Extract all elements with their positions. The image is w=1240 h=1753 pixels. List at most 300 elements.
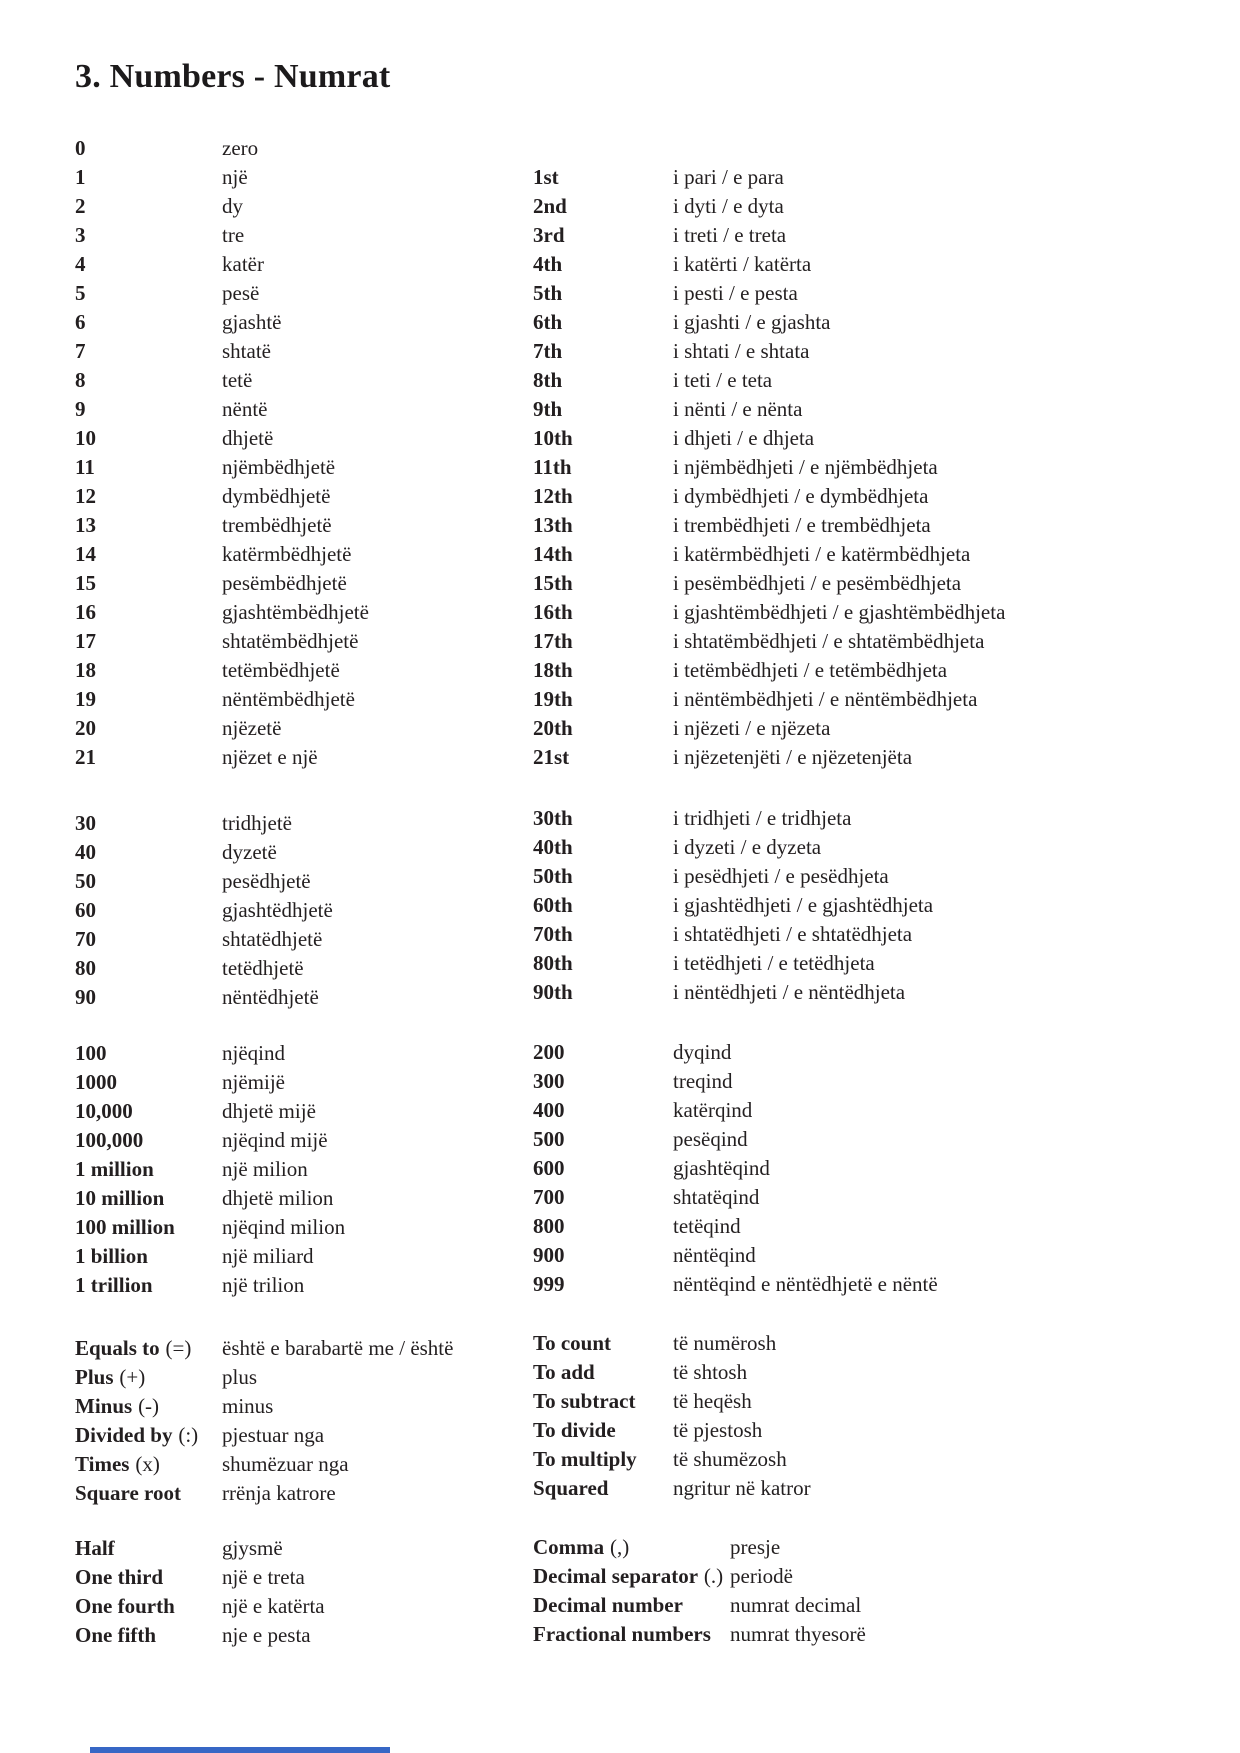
term-cell — [533, 1154, 673, 1183]
term-cell — [75, 221, 222, 250]
term-cell — [533, 1562, 730, 1591]
definition-cell: njëqind mijë — [222, 1128, 328, 1152]
term-suffix: (-) — [138, 1394, 160, 1418]
term-cell — [533, 453, 673, 482]
definition-cell: i pesëmbëdhjeti / e pesëmbëdhjeta — [673, 571, 962, 595]
term-text: 500 — [533, 1127, 565, 1151]
definition-cell: i dyzeti / e dyzeta — [673, 835, 822, 859]
term-cell — [533, 1329, 673, 1358]
vocab-row — [75, 838, 333, 867]
term-text: 1000 — [75, 1070, 117, 1094]
vocab-row — [75, 279, 369, 308]
definition-cell: njëqind — [222, 1041, 285, 1065]
term-cell — [533, 279, 673, 308]
vocab-row — [75, 1213, 345, 1242]
term-text: Squared — [533, 1476, 609, 1500]
term-cell — [533, 482, 673, 511]
definition-cell: periodë — [730, 1564, 793, 1588]
definition-cell: katërqind — [673, 1098, 753, 1122]
term-cell — [75, 1097, 222, 1126]
definition-cell: i dymbëdhjeti / e dymbëdhjeta — [673, 484, 929, 508]
term-text: 19 — [75, 687, 96, 711]
term-text: 80 — [75, 956, 96, 980]
term-text: 6th — [533, 310, 563, 334]
vocab-row — [533, 279, 1005, 308]
definition-cell: numrat thyesorë — [730, 1622, 866, 1646]
page-title: 3. Numbers - Numrat — [75, 58, 391, 95]
vocab-row — [533, 714, 1005, 743]
term-cell — [75, 1039, 222, 1068]
term-cell — [533, 1591, 730, 1620]
vocab-row — [75, 1126, 345, 1155]
term-cell — [75, 569, 222, 598]
vocab-row — [533, 395, 1005, 424]
definition-cell: dhjetë milion — [222, 1186, 334, 1210]
term-text: 10,000 — [75, 1099, 133, 1123]
vocab-row — [533, 192, 1005, 221]
definition-cell: njëqind milion — [222, 1215, 346, 1239]
term-text: 16 — [75, 600, 96, 624]
vocab-row — [533, 308, 1005, 337]
definition-cell: gjashtëqind — [673, 1156, 770, 1180]
vocab-row — [75, 221, 369, 250]
term-cell — [75, 1592, 222, 1621]
definition-cell: njëmijë — [222, 1070, 285, 1094]
vocab-row — [533, 337, 1005, 366]
vocab-row — [533, 978, 933, 1007]
term-text: Square root — [75, 1481, 181, 1505]
vocab-row — [533, 1125, 938, 1154]
definition-cell: pjestuar nga — [222, 1423, 325, 1447]
term-text: 19th — [533, 687, 573, 711]
vocab-row — [533, 920, 933, 949]
term-cell — [533, 1620, 730, 1649]
term-text: 11 — [75, 455, 95, 479]
term-text: 11th — [533, 455, 572, 479]
definition-cell: një e treta — [222, 1565, 305, 1589]
term-text: One fourth — [75, 1594, 175, 1618]
term-suffix: (+) — [119, 1365, 146, 1389]
vocab-row — [533, 453, 1005, 482]
definition-cell: pesë — [222, 281, 260, 305]
definition-cell: pesëmbëdhjetë — [222, 571, 347, 595]
definition-cell: i nënti / e nënta — [673, 397, 803, 421]
term-text: 10 — [75, 426, 96, 450]
vocab-row — [75, 1068, 345, 1097]
vocab-row — [533, 1620, 866, 1649]
term-cell — [75, 1479, 222, 1508]
term-text: 90th — [533, 980, 573, 1004]
term-text: 600 — [533, 1156, 565, 1180]
vocab-row — [533, 1067, 938, 1096]
term-text: 9 — [75, 397, 86, 421]
definition-cell: është e barabartë me / është — [222, 1336, 454, 1360]
vocab-row — [533, 1154, 938, 1183]
term-text: 20 — [75, 716, 96, 740]
definition-cell: shtatë — [222, 339, 271, 363]
term-cell — [533, 598, 673, 627]
term-cell — [533, 1067, 673, 1096]
vocab-row — [75, 1363, 453, 1392]
term-cell — [533, 685, 673, 714]
definition-cell: të pjestosh — [673, 1418, 763, 1442]
term-cell — [75, 1621, 222, 1650]
vocab-row — [533, 250, 1005, 279]
vocab-row — [75, 896, 333, 925]
term-cell — [75, 540, 222, 569]
term-cell — [75, 983, 222, 1012]
vocab-row — [533, 627, 1005, 656]
definition-cell: një miliard — [222, 1244, 314, 1268]
vocab-row — [533, 1241, 938, 1270]
vocab-block — [75, 1334, 453, 1508]
term-text: 17 — [75, 629, 96, 653]
footer-accent-bar — [90, 1747, 390, 1753]
term-cell — [533, 627, 673, 656]
vocab-row — [75, 1563, 325, 1592]
definition-cell: një trilion — [222, 1273, 305, 1297]
vocab-row — [75, 134, 369, 163]
vocab-row — [75, 1242, 345, 1271]
term-text: 400 — [533, 1098, 565, 1122]
vocab-row — [75, 983, 333, 1012]
vocab-row — [533, 1474, 811, 1503]
term-text: 0 — [75, 136, 86, 160]
term-cell — [75, 1450, 222, 1479]
vocab-row — [533, 1387, 811, 1416]
term-text: To divide — [533, 1418, 616, 1442]
definition-cell: të numërosh — [673, 1331, 777, 1355]
vocab-row — [75, 569, 369, 598]
term-text: Decimal separator — [533, 1564, 699, 1588]
term-text: Fractional numbers — [533, 1622, 711, 1646]
definition-cell: i tetëdhjeti / e tetëdhjeta — [673, 951, 875, 975]
term-text: 1st — [533, 165, 559, 189]
definition-cell: zero — [222, 136, 259, 160]
definition-cell: nëntëqind e nëntëdhjetë e nëntë — [673, 1272, 938, 1296]
vocab-row — [533, 598, 1005, 627]
term-text: 200 — [533, 1040, 565, 1064]
definition-cell: shtatëqind — [673, 1185, 760, 1209]
vocab-row — [75, 250, 369, 279]
term-cell — [533, 424, 673, 453]
term-text: 18 — [75, 658, 96, 682]
term-text: 700 — [533, 1185, 565, 1209]
term-text: 8th — [533, 368, 563, 392]
vocab-row — [75, 424, 369, 453]
term-cell — [75, 1155, 222, 1184]
vocab-row — [75, 482, 369, 511]
term-cell — [533, 1474, 673, 1503]
term-cell — [533, 978, 673, 1007]
term-cell — [75, 1271, 222, 1300]
term-cell — [75, 482, 222, 511]
vocab-row — [533, 1445, 811, 1474]
definition-cell: i njëzeti / e njëzeta — [673, 716, 831, 740]
term-text: 1 billion — [75, 1244, 148, 1268]
term-cell — [533, 1416, 673, 1445]
term-text: 2 — [75, 194, 86, 218]
term-text: 21st — [533, 745, 570, 769]
vocab-row — [75, 925, 333, 954]
term-cell — [75, 1421, 222, 1450]
term-text: 90 — [75, 985, 96, 1009]
term-cell — [75, 308, 222, 337]
term-text: 999 — [533, 1272, 565, 1296]
vocab-row — [533, 685, 1005, 714]
definition-cell: një e katërta — [222, 1594, 325, 1618]
definition-cell: i trembëdhjeti / e trembëdhjeta — [673, 513, 931, 537]
term-text: 900 — [533, 1243, 565, 1267]
vocab-row — [75, 598, 369, 627]
definition-cell: i pesti / e pesta — [673, 281, 798, 305]
definition-cell: një milion — [222, 1157, 308, 1181]
term-text: Times — [75, 1452, 130, 1476]
definition-cell: dhjetë — [222, 426, 274, 450]
term-cell — [533, 949, 673, 978]
vocab-row — [75, 685, 369, 714]
definition-cell: tetë — [222, 368, 253, 392]
vocab-row — [75, 1479, 453, 1508]
term-text: 4 — [75, 252, 86, 276]
term-cell — [533, 920, 673, 949]
term-cell — [75, 250, 222, 279]
vocab-row — [533, 1096, 938, 1125]
term-suffix: (.) — [703, 1564, 724, 1588]
term-cell — [75, 954, 222, 983]
vocab-row — [75, 337, 369, 366]
vocab-row — [533, 862, 933, 891]
term-text: 60 — [75, 898, 96, 922]
vocab-row — [533, 743, 1005, 772]
term-text: 14th — [533, 542, 573, 566]
term-text: To add — [533, 1360, 595, 1384]
vocab-row — [75, 1155, 345, 1184]
term-text: 1 trillion — [75, 1273, 153, 1297]
term-text: 100 — [75, 1041, 107, 1065]
term-cell — [533, 1096, 673, 1125]
term-text: 1 — [75, 165, 86, 189]
term-cell — [533, 656, 673, 685]
term-text: 10th — [533, 426, 573, 450]
term-text: 14 — [75, 542, 96, 566]
vocab-row — [75, 743, 369, 772]
term-cell — [75, 896, 222, 925]
vocab-row — [533, 1270, 938, 1299]
definition-cell: ngritur në katror — [673, 1476, 811, 1500]
definition-cell: numrat decimal — [730, 1593, 862, 1617]
vocab-row — [75, 867, 333, 896]
definition-cell: trembëdhjetë — [222, 513, 332, 537]
vocab-block — [533, 1329, 811, 1503]
definition-cell: katër — [222, 252, 264, 276]
definition-cell: të shtosh — [673, 1360, 748, 1384]
term-cell — [75, 395, 222, 424]
term-cell — [75, 366, 222, 395]
vocab-row — [75, 366, 369, 395]
definition-cell: i pesëdhjeti / e pesëdhjeta — [673, 864, 889, 888]
term-text: To count — [533, 1331, 612, 1355]
term-text: 18th — [533, 658, 573, 682]
vocab-row — [533, 1212, 938, 1241]
vocab-row — [533, 833, 933, 862]
definition-cell: presje — [730, 1535, 781, 1559]
vocab-row — [533, 221, 1005, 250]
term-cell — [533, 163, 673, 192]
term-cell — [533, 569, 673, 598]
definition-cell: i njëzetenjëti / e njëzetenjëta — [673, 745, 913, 769]
term-text: 100,000 — [75, 1128, 144, 1152]
term-cell — [75, 1363, 222, 1392]
term-text: Decimal number — [533, 1593, 683, 1617]
definition-cell: të shumëzosh — [673, 1447, 787, 1471]
term-text: 300 — [533, 1069, 565, 1093]
term-text: 13th — [533, 513, 573, 537]
term-text: 5th — [533, 281, 563, 305]
vocab-row — [533, 804, 933, 833]
definition-cell: tre — [222, 223, 245, 247]
term-cell — [533, 1125, 673, 1154]
vocab-row — [75, 954, 333, 983]
definition-cell: treqind — [673, 1069, 733, 1093]
definition-cell: rrënja katrore — [222, 1481, 336, 1505]
definition-cell: i tridhjeti / e tridhjeta — [673, 806, 852, 830]
term-cell — [533, 862, 673, 891]
term-text: Divided by — [75, 1423, 173, 1447]
term-cell — [533, 833, 673, 862]
definition-cell: dymbëdhjetë — [222, 484, 331, 508]
term-cell — [533, 1533, 730, 1562]
term-text: 15 — [75, 571, 96, 595]
vocab-row — [75, 540, 369, 569]
term-cell — [533, 192, 673, 221]
vocab-row — [533, 1533, 866, 1562]
term-text: 60th — [533, 893, 573, 917]
definition-cell: të heqësh — [673, 1389, 752, 1413]
vocab-block — [75, 134, 369, 772]
term-cell — [75, 1534, 222, 1563]
vocab-row — [533, 540, 1005, 569]
term-text: 3 — [75, 223, 86, 247]
term-cell — [533, 366, 673, 395]
definition-cell: i treti / e treta — [673, 223, 787, 247]
definition-cell: njëzetë — [222, 716, 282, 740]
vocab-block — [75, 1039, 345, 1300]
term-cell — [75, 714, 222, 743]
definition-cell: plus — [222, 1365, 258, 1389]
definition-cell: dyqind — [673, 1040, 732, 1064]
definition-cell: i njëmbëdhjeti / e njëmbëdhjeta — [673, 455, 938, 479]
term-cell — [75, 1184, 222, 1213]
term-cell — [533, 308, 673, 337]
term-text: 7th — [533, 339, 563, 363]
term-cell — [533, 337, 673, 366]
vocab-row — [533, 1416, 811, 1445]
term-cell — [533, 1038, 673, 1067]
vocab-row — [533, 891, 933, 920]
term-text: 17th — [533, 629, 573, 653]
term-text: 9th — [533, 397, 563, 421]
term-text: Half — [75, 1536, 115, 1560]
term-text: To subtract — [533, 1389, 636, 1413]
definition-cell: i shtatëdhjeti / e shtatëdhjeta — [673, 922, 913, 946]
vocab-row — [75, 308, 369, 337]
term-cell — [75, 627, 222, 656]
definition-cell: një — [222, 165, 248, 189]
term-cell — [533, 1270, 673, 1299]
vocab-row — [75, 453, 369, 482]
term-text: 13 — [75, 513, 96, 537]
vocab-row — [75, 192, 369, 221]
vocab-row — [75, 1184, 345, 1213]
term-cell — [533, 540, 673, 569]
vocab-block — [533, 163, 1005, 772]
definition-cell: pesëdhjetë — [222, 869, 311, 893]
term-cell — [533, 1445, 673, 1474]
vocab-row — [75, 714, 369, 743]
definition-cell: njëmbëdhjetë — [222, 455, 336, 479]
term-cell — [75, 163, 222, 192]
definition-cell: minus — [222, 1394, 274, 1418]
vocab-row — [75, 1534, 325, 1563]
definition-cell: i nëntëmbëdhjeti / e nëntëmbëdhjeta — [673, 687, 978, 711]
term-text: 12 — [75, 484, 96, 508]
term-text: Equals to — [75, 1336, 160, 1360]
vocab-row — [75, 1097, 345, 1126]
definition-cell: i katërti / katërta — [673, 252, 812, 276]
vocab-row — [75, 656, 369, 685]
vocab-row — [533, 1183, 938, 1212]
term-cell — [533, 395, 673, 424]
definition-cell: i gjashtëmbëdhjeti / e gjashtëmbëdhjeta — [673, 600, 1006, 624]
term-text: 12th — [533, 484, 573, 508]
term-text: 4th — [533, 252, 563, 276]
term-text: 50 — [75, 869, 96, 893]
vocab-row — [75, 809, 333, 838]
term-cell — [533, 891, 673, 920]
definition-cell: i gjashtëdhjeti / e gjashtëdhjeta — [673, 893, 934, 917]
vocab-row — [75, 1621, 325, 1650]
term-cell — [75, 192, 222, 221]
definition-cell: nëntëqind — [673, 1243, 756, 1267]
definition-cell: i nëntëdhjeti / e nëntëdhjeta — [673, 980, 906, 1004]
term-cell — [533, 714, 673, 743]
term-text: 70th — [533, 922, 573, 946]
term-cell — [75, 598, 222, 627]
definition-cell: tetëdhjetë — [222, 956, 304, 980]
definition-cell: i gjashti / e gjashta — [673, 310, 831, 334]
vocab-row — [75, 1271, 345, 1300]
vocab-row — [533, 424, 1005, 453]
term-text: 1 million — [75, 1157, 154, 1181]
term-text: 10 million — [75, 1186, 165, 1210]
definition-cell: i katërmbëdhjeti / e katërmbëdhjeta — [673, 542, 971, 566]
definition-cell: nje e pesta — [222, 1623, 311, 1647]
term-cell — [75, 809, 222, 838]
definition-cell: i shtatëmbëdhjeti / e shtatëmbëdhjeta — [673, 629, 985, 653]
term-cell — [533, 1358, 673, 1387]
definition-cell: i pari / e para — [673, 165, 784, 189]
definition-cell: gjashtëdhjetë — [222, 898, 333, 922]
term-suffix: (=) — [165, 1336, 192, 1360]
term-cell — [75, 279, 222, 308]
term-cell — [533, 743, 673, 772]
term-text: To multiply — [533, 1447, 637, 1471]
term-cell — [75, 867, 222, 896]
term-text: 15th — [533, 571, 573, 595]
term-cell — [75, 1068, 222, 1097]
vocab-row — [533, 482, 1005, 511]
